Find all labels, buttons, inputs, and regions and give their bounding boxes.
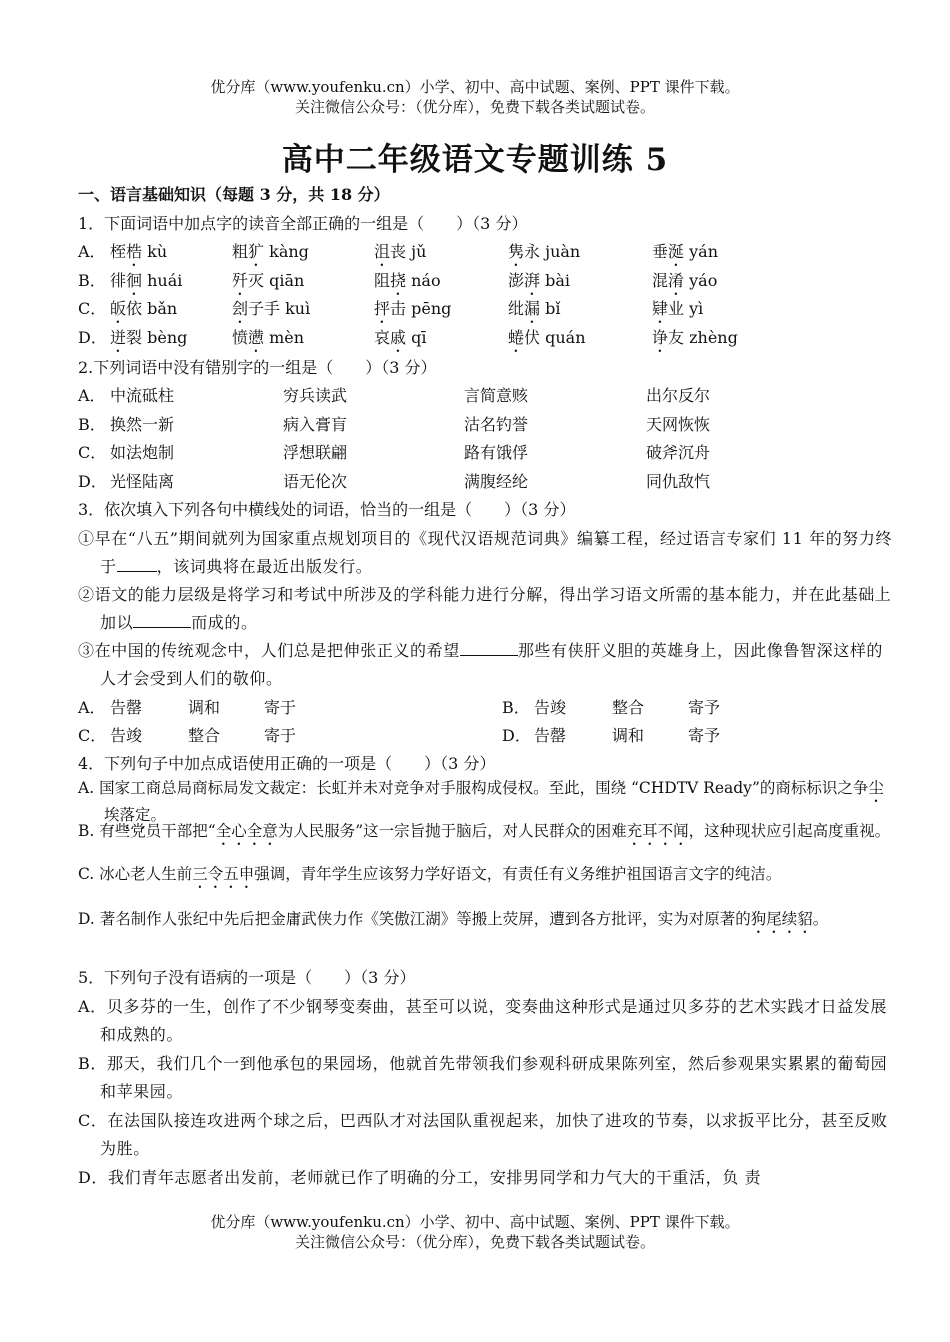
q3-sentence-2: [78, 581, 895, 637]
q5-b-text: 那天，我们几个一到他承包的果园场，他就首先带领我们参观科研成果陈列室，然后参观果实累累的葡萄园和苹果园。: [100, 1054, 888, 1101]
q4-d-text-2: 。: [812, 910, 829, 928]
q5-c-label: C．: [78, 1111, 108, 1130]
q4-option-d: [78, 910, 899, 937]
q1-word-item: 隽永 juàn: [508, 242, 581, 261]
q1-word-item: 歼灭 qiān: [232, 270, 305, 290]
q1-word-item: 肄业 yì: [652, 299, 704, 318]
q2-option-label: B．: [78, 414, 106, 434]
q4-stem: 4．下列句子中加点成语使用正确的一项是（ ）（3 分）: [78, 754, 496, 773]
q3-s2-text-a: 语文的能力层级是将学习和考试中所涉及的学科能力进行分解，得出学习语文所需的基本能力，并在此基础上加以: [94, 585, 892, 632]
q1-word-item: 垂涎 yán: [652, 242, 718, 261]
q1-word-item: 诤友 zhèng: [652, 327, 738, 347]
q1-word-item: 刽子手 kuì: [232, 299, 311, 318]
q2-word-item: 光怪陆离: [110, 471, 175, 491]
q1-word-item: 皈依 bǎn: [110, 299, 178, 318]
q2-word-item: 同仇敌忾: [646, 471, 711, 491]
q1-word-item: 愤懑 mèn: [232, 327, 305, 347]
q4-a-label: A.: [78, 779, 95, 797]
q4-a-idiom: 尘埃落定: [104, 779, 884, 824]
q3-blank-3: [460, 639, 518, 656]
q4-a-text: 国家工商总局商标局发文裁定：长虹并未对竞争对手服构成侵权。至此，围绕 “CHDTV Ready”的商标标识之争: [99, 779, 869, 797]
q3-mark-1: ①: [78, 529, 95, 548]
q4-c-text-1: 冰心老人生前: [99, 865, 193, 883]
q2-word-item: 语无伦次: [283, 471, 348, 491]
q3-option-word: 寄于: [264, 726, 297, 745]
header-line-1: 优分库（www.youfenku.cn）小学、初中、高中试题、案例、PPT 课件下载。: [210, 78, 740, 96]
q1-word-item: 澎湃 bài: [508, 270, 571, 290]
q3-option-word: 告罄: [534, 726, 567, 745]
q4-c-label: C.: [78, 865, 95, 883]
q1-word-item: 沮丧 jǔ: [374, 242, 427, 261]
q2-stem: 2.下列词语中没有错别字的一组是（ ）（3 分）: [78, 358, 437, 377]
q5-b-label: B．: [78, 1054, 107, 1073]
q4-option-c: [78, 865, 899, 892]
q1-stem: 1．下面词语中加点字的读音全部正确的一组是（ ）（3 分）: [78, 214, 528, 233]
q4-c-idiom: 三令五申: [192, 865, 255, 883]
q1-word-item: 粗犷 kàng: [232, 242, 309, 261]
header-line-2: 关注微信公众号：（优分库），免费下载各类试题试卷。: [294, 98, 655, 116]
q3-option-word: 整合: [612, 698, 645, 717]
q4-b-text-1: 有些党员干部把“: [99, 822, 216, 840]
q3-mark-3: ③: [78, 641, 95, 660]
q3-sentence-3: [78, 637, 895, 693]
q2-word-item: 出尔反尔: [646, 386, 711, 405]
q5-stem: 5．下列句子没有语病的一项是（ ）（3 分）: [78, 968, 416, 987]
q3-stem: 3．依次填入下列各句中横线处的词语，恰当的一组是（ ）（3 分）: [78, 500, 576, 519]
q3-option-word: 寄于: [264, 698, 297, 717]
q5-c-text: 在法国队接连攻进两个球之后，巴西队才对法国队重视起来，加快了进攻的节奏，以求扳平比分，甚至反败为胜。: [100, 1111, 888, 1158]
q3-option-label: D．: [502, 726, 531, 745]
q2-word-item: 破斧沉舟: [646, 443, 711, 462]
q2-option-label: A．: [78, 386, 106, 405]
q4-b-idiom-1: 全心全意: [215, 822, 278, 840]
footer-line-2: 关注微信公众号：（优分库），免费下载各类试题试卷。: [294, 1233, 655, 1251]
q4-d-idiom: 狗尾续貂: [750, 910, 813, 928]
q1-option-label: A．: [78, 242, 106, 261]
q3-s3-text-a: 在中国的传统观念中，人们总是把伸张正义的希望: [94, 641, 460, 660]
footer-line-1: 优分库（www.youfenku.cn）小学、初中、高中试题、案例、PPT 课件下载。: [210, 1213, 740, 1231]
q3-option-word: 告竣: [110, 726, 143, 745]
q2-word-item: 如法炮制: [110, 443, 175, 462]
q3-option-word: 告竣: [534, 698, 567, 717]
q2-word-item: 浮想联翩: [283, 443, 348, 462]
q2-word-item: 沽名钓誉: [464, 414, 529, 434]
q2-word-item: 言简意赅: [464, 386, 529, 405]
q4-d-label: D.: [78, 910, 95, 928]
q2-word-item: 穷兵读武: [283, 386, 348, 405]
q2-word-item: 路有饿俘: [464, 443, 529, 462]
q2-option-label: C．: [78, 443, 107, 462]
q1-word-item: 蜷伏 quán: [508, 327, 586, 347]
q3-mark-2: ②: [78, 585, 95, 604]
q3-blank-1: [117, 555, 157, 572]
q2-word-item: 满腹经纶: [464, 471, 529, 491]
q5-option-d: [78, 1164, 895, 1192]
q1-word-item: 桎梏 kù: [110, 242, 168, 261]
q3-s1-text-b: ，该词典将在最近出版发行。: [156, 557, 373, 576]
q3-option-word: 告罄: [110, 698, 143, 717]
q3-s2-text-b: 而成的。: [191, 613, 258, 632]
q4-b-idiom-2: 充耳不闻: [626, 822, 689, 840]
q4-option-b: [78, 822, 899, 849]
section-heading: 一、语言基础知识（每题 3 分，共 18 分）: [78, 185, 390, 204]
q3-option-word: 调和: [188, 698, 221, 717]
q2-word-item: 病入膏肓: [283, 414, 348, 434]
q1-word-item: 哀戚 qī: [374, 327, 427, 347]
q1-word-item: 混淆 yáo: [652, 270, 718, 290]
q4-a-end: 。: [150, 806, 167, 824]
q5-option-a: [78, 993, 895, 1049]
q3-option-word: 调和: [612, 726, 645, 745]
q1-word-item: 阻挠 náo: [374, 270, 441, 290]
q2-word-item: 天网恢恢: [646, 414, 711, 434]
q3-option-word: 整合: [188, 726, 221, 745]
q2-word-item: 中流砥柱: [110, 386, 175, 405]
q5-a-text: 贝多芬的一生，创作了不少钢琴变奏曲，甚至可以说，变奏曲这种形式是通过贝多芬的艺术实践才日益发展和成熟的。: [100, 997, 887, 1044]
q5-option-b: [78, 1050, 895, 1106]
q3-option-label: A．: [78, 698, 106, 717]
q1-word-item: 迸裂 bèng: [110, 327, 188, 347]
q3-option-word: 寄予: [688, 726, 721, 745]
q5-option-c: [78, 1107, 895, 1163]
q1-option-label: C．: [78, 299, 107, 318]
q3-option-label: C．: [78, 726, 107, 745]
q1-option-label: D．: [78, 327, 107, 347]
page-title: 高中二年级语文专题训练 5: [281, 142, 669, 178]
q4-b-text-3: ，这种现状应引起高度重视。: [688, 822, 891, 840]
q1-word-item: 徘徊 huái: [110, 270, 183, 290]
q3-s3-text-b: 那些有侠肝义胆的英雄身上，因此像鲁智深这样的人才会受到人们的敬仰。: [100, 641, 884, 688]
q1-option-label: B．: [78, 270, 106, 290]
q4-d-text-1: 著名制作人张纪中先后把金庸武侠力作《笑傲江湖》等搬上荧屏，遭到各方批评，实为对原著的: [99, 910, 751, 928]
q3-option-label: B．: [502, 698, 530, 717]
q3-blank-2: [133, 611, 191, 628]
q2-option-label: D．: [78, 471, 107, 491]
q5-d-label: D．: [78, 1168, 109, 1187]
q3-option-word: 寄予: [688, 698, 721, 717]
q5-d-text: 我们青年志愿者出发前，老师就已作了明确的分工，安排男同学和力气大的干重活，负 责: [108, 1168, 762, 1187]
q4-c-text-2: 强调，青年学生应该努力学好语文，有责任有义务维护祖国语言文字的纯洁。: [254, 865, 782, 883]
q1-word-item: 纰漏 bǐ: [508, 299, 561, 318]
q4-b-label: B.: [78, 822, 95, 840]
q4-b-text-2: 为人民服务”这一宗旨抛于脑后，对人民群众的困难: [277, 822, 627, 840]
q3-sentence-1: [78, 525, 895, 581]
q3-s1-text-a: 早在“八五”期间就列为国家重点规划项目的《现代汉语规范词典》编纂工程，经过语言专家们 11 年的努力终于: [94, 529, 893, 576]
q1-word-item: 抨击 pēng: [374, 299, 452, 318]
q2-word-item: 换然一新: [110, 414, 175, 434]
q5-a-label: A．: [78, 997, 107, 1016]
